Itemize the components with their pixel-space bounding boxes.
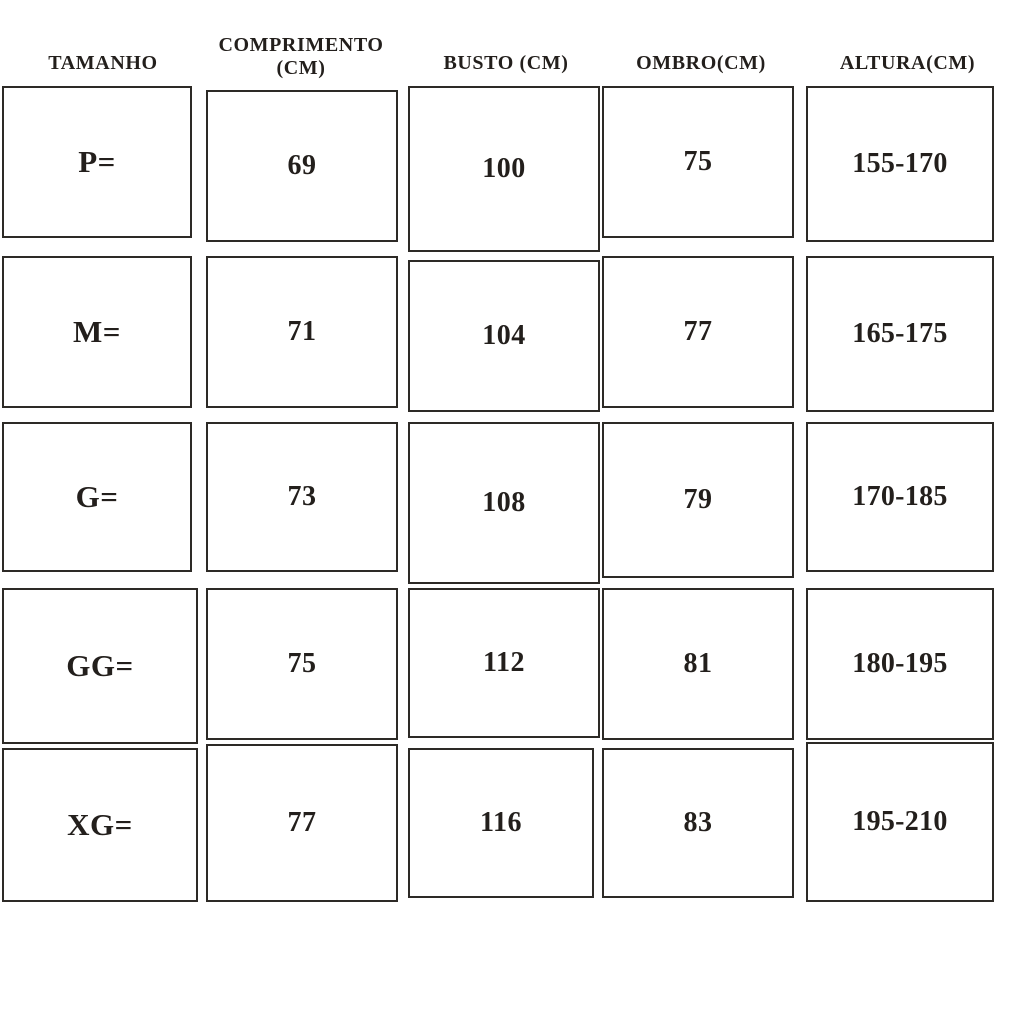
table-row: 75 (602, 86, 794, 238)
column-header-busto: BUSTO (CM) (443, 52, 569, 74)
table-row: 79 (602, 422, 794, 578)
table-row: 71 (206, 256, 398, 408)
column-header-comprimento: COMPRIMENTO (CM) (218, 34, 384, 79)
table-row: P= (2, 86, 192, 238)
table-row: 104 (408, 260, 600, 412)
table-row: 77 (206, 744, 398, 902)
table-row: 100 (408, 86, 600, 252)
table-row: 75 (206, 588, 398, 740)
table-row: 108 (408, 422, 600, 584)
table-row: 69 (206, 90, 398, 242)
table-row: 155-170 (806, 86, 994, 242)
table-row: G= (2, 422, 192, 572)
table-header-row (0, 26, 1024, 86)
table-row: 180-195 (806, 588, 994, 740)
table-row: 77 (602, 256, 794, 408)
table-row: 73 (206, 422, 398, 572)
table-row: XG= (2, 748, 198, 902)
table-row: 170-185 (806, 422, 994, 572)
column-header-altura: ALTURA(CM) (839, 52, 976, 74)
table-row: 81 (602, 588, 794, 740)
table-row: 112 (408, 588, 600, 738)
table-row: 116 (408, 748, 594, 898)
table-row: 83 (602, 748, 794, 898)
column-header-ombro: OMBRO(CM) (636, 52, 766, 74)
column-header-tamanho: TAMANHO (48, 52, 158, 74)
table-row: 195-210 (806, 742, 994, 902)
table-row: GG= (2, 588, 198, 744)
table-row: 165-175 (806, 256, 994, 412)
table-row: M= (2, 256, 192, 408)
